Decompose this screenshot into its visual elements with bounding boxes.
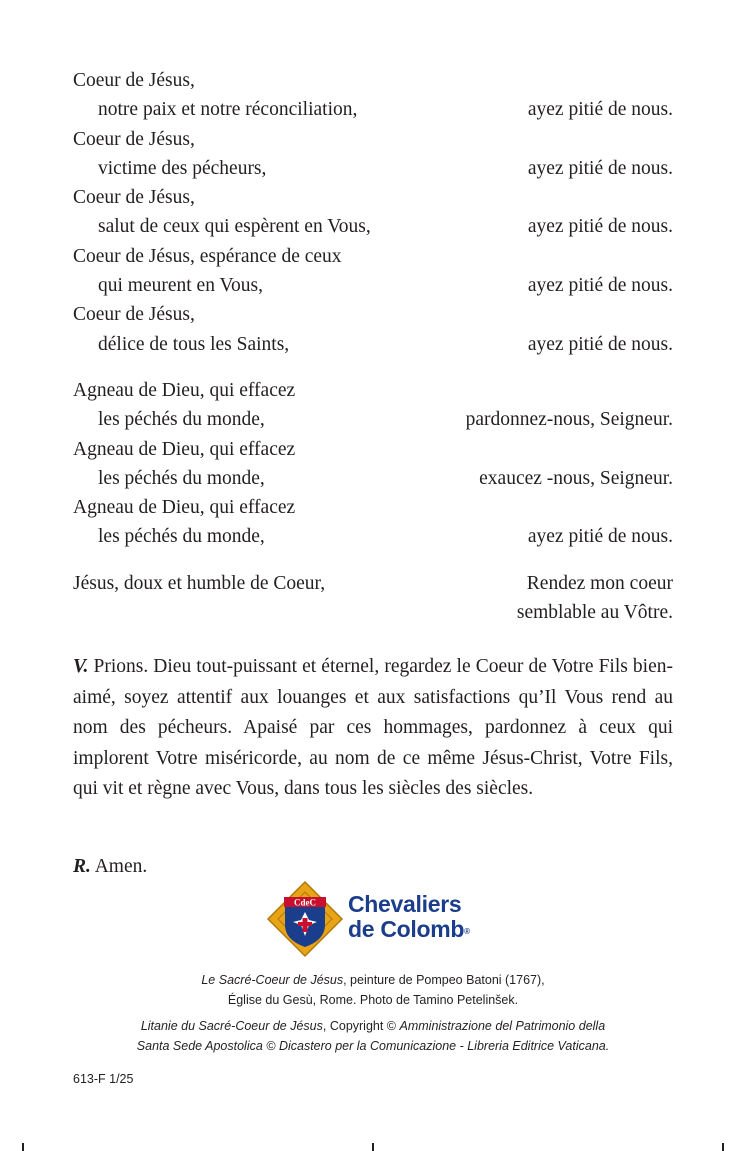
emblem-icon — [266, 880, 344, 958]
invocation-response: ayez pitié de nous. — [527, 275, 673, 297]
crop-mark — [372, 1143, 374, 1151]
invocation-line: Agneau de Dieu, qui effacez — [73, 379, 296, 401]
invocation-line: Coeur de Jésus, espérance de ceux — [73, 245, 342, 267]
invocation-line: les péchés du monde, ayez pitié de nous. — [73, 522, 673, 551]
knights-of-columbus-logo — [266, 880, 486, 960]
invocation-line: Coeur de Jésus, — [73, 304, 195, 326]
crop-mark — [722, 1143, 724, 1151]
invocation-line: Coeur de Jésus, — [73, 70, 195, 91]
invocation-line: Agneau de Dieu, qui effacez — [73, 438, 296, 460]
invocation-response: ayez pitié de nous. — [527, 526, 673, 548]
invocation-response: ayez pitié de nous. — [527, 333, 673, 355]
invocation-line: Coeur de Jésus, — [73, 187, 195, 209]
invocation-line: salut de ceux qui espèrent en Vous, ayez pitié de nous. — [73, 212, 673, 241]
versicle-mark: V. — [73, 656, 89, 677]
invocation-line: qui meurent en Vous, ayez pitié de nous. — [73, 271, 673, 300]
final-invocation-response: semblable au Vôtre. — [516, 602, 673, 624]
final-invocation: Jésus, doux et humble de Coeur, Rendez mon coeur — [73, 572, 673, 594]
invocation-response: ayez pitié de nous. — [527, 157, 673, 179]
invocation-line: notre paix et notre réconciliation, ayez pitié de nous. — [73, 95, 673, 124]
crop-mark — [22, 1143, 24, 1151]
image-credits: Le Sacré-Coeur de Jésus, peinture de Pompeo Batoni (1767), Église du Gesù, Rome. Photo de Tamino Petelinšek. Litanie du Sacré-Coeur de Jésus, Copyright © Amministrazione del Patrimonio della Santa Sede Apostolica © Dicastero per la Comunicazione - Libreria Editrice Vaticana. — [136, 973, 610, 1053]
invocation-line: délice de tous les Saints, ayez pitié de nous. — [73, 330, 673, 359]
brand-name: Chevaliers de Colomb® — [348, 891, 470, 942]
invocation-response: exaucez -nous, Seigneur. — [479, 467, 673, 489]
invocation-response: ayez pitié de nous. — [527, 99, 673, 121]
invocation-response: pardonnez-nous, Seigneur. — [465, 409, 673, 431]
response-amen: R. Amen. — [73, 856, 148, 877]
response-mark: R. — [73, 856, 91, 877]
prayer-text: Prions. Dieu tout-puissant et éternel, regardez le Coeur de Votre Fils bien-aimé, soyez attentif aux louanges et aux satisfactions qu’Il Vous rend au nom des pécheurs. Apaisé par ces hommages, pardonnez à ceux qui implorent Votre miséricorde, au nom de ce même Jésus-Christ, Votre Fils, qui vit et règne avec Vous, dans tous les siècles des siècles. — [73, 656, 674, 799]
invocation-response: ayez pitié de nous. — [527, 216, 673, 238]
invocation-line: victime des pécheurs, ayez pitié de nous. — [73, 154, 673, 183]
emblem-letters: CdeC — [294, 897, 316, 908]
form-code: 613-F 1/25 — [73, 1072, 134, 1086]
closing-prayer — [73, 652, 673, 805]
invocation-line: les péchés du monde, exaucez -nous, Seigneur. — [73, 464, 673, 493]
invocation-line: Agneau de Dieu, qui effacez — [73, 497, 296, 519]
invocation-line: les péchés du monde, pardonnez-nous, Seigneur. — [73, 405, 673, 434]
registered-mark: ® — [464, 927, 470, 936]
litany-invocations — [73, 66, 673, 627]
invocation-line: Coeur de Jésus, — [73, 128, 195, 150]
